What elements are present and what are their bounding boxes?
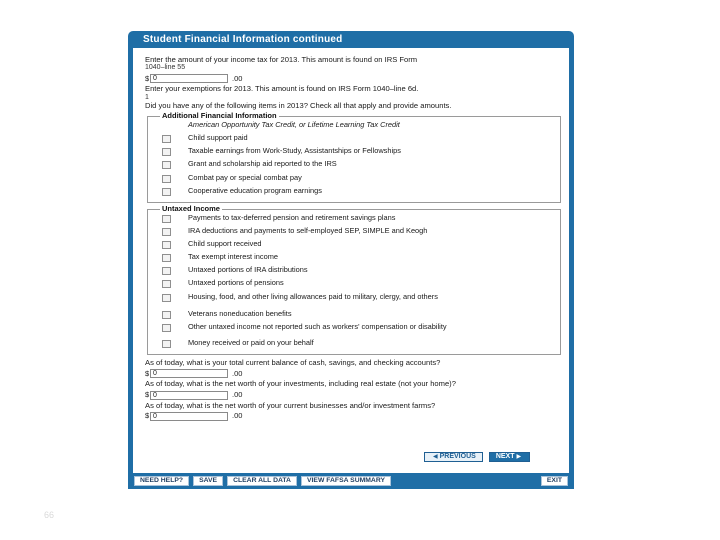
- untaxed-income-group: [147, 205, 561, 355]
- additional-financial-group: [147, 112, 561, 203]
- previous-button[interactable]: [424, 452, 483, 462]
- income-tax-hint: 1040–line 55: [145, 64, 186, 72]
- dollar-sign: $: [145, 73, 150, 83]
- checkbox-label: Untaxed portions of pensions: [188, 278, 284, 288]
- income-tax-answer: [145, 73, 555, 84]
- checkbox-label: Child support paid: [188, 133, 248, 142]
- arrow-left-icon: ◀: [433, 454, 438, 460]
- checkbox[interactable]: [162, 241, 171, 249]
- investments-answer: [145, 390, 555, 401]
- list-item[interactable]: [160, 227, 560, 240]
- checkbox[interactable]: [162, 267, 171, 275]
- business-answer: [145, 411, 555, 422]
- list-item[interactable]: [160, 214, 560, 227]
- checkbox[interactable]: [162, 294, 171, 302]
- checkbox[interactable]: [162, 175, 171, 183]
- additional-financial-legend: Additional Financial Information: [162, 111, 277, 121]
- checkbox[interactable]: [162, 135, 171, 143]
- need-help-button[interactable]: NEED HELP?: [134, 476, 189, 486]
- page-navigation: [424, 452, 530, 462]
- checkbox[interactable]: [162, 254, 171, 262]
- checkbox-label: Veterans noneducation benefits: [188, 308, 292, 318]
- page-title: Student Financial Information continued: [143, 34, 343, 45]
- checkbox[interactable]: [162, 148, 171, 156]
- list-item[interactable]: [160, 293, 560, 310]
- checkbox-label: Cooperative education program earnings: [188, 185, 322, 195]
- cents-label: .00: [232, 368, 243, 378]
- income-tax-question: Enter the amount of your income tax for 2013. This amount is found on IRS Form: [145, 55, 418, 64]
- exemptions-question: Enter your exemptions for 2013. This amount is found on IRS Form 1040–line 6d.: [145, 84, 419, 94]
- checkbox[interactable]: [162, 215, 171, 223]
- checkbox[interactable]: [162, 280, 171, 288]
- cents-label: .00: [232, 411, 243, 421]
- checkbox-label: Tax exempt interest income: [188, 252, 278, 262]
- income-tax-input[interactable]: [150, 74, 228, 83]
- exit-button[interactable]: EXIT: [541, 476, 568, 486]
- list-item[interactable]: [160, 160, 560, 173]
- list-item[interactable]: [160, 323, 560, 339]
- form-content: [145, 56, 555, 423]
- items-question: Did you have any of the following items in 2013? Check all that apply and provide amounts.: [145, 100, 452, 110]
- previous-label: PREVIOUS: [439, 453, 476, 460]
- untaxed-income-legend: Untaxed Income: [162, 203, 220, 213]
- checkbox-label: Money received or paid on your behalf: [188, 337, 314, 347]
- investments-input[interactable]: [150, 391, 228, 400]
- cents-label: .00: [232, 390, 243, 400]
- checkbox[interactable]: [162, 228, 171, 236]
- view-summary-button[interactable]: VIEW FAFSA SUMMARY: [301, 476, 391, 486]
- checkbox-label: IRA deductions and payments to self-employed SEP, SIMPLE and Keogh: [188, 225, 428, 235]
- checkbox[interactable]: [162, 161, 171, 169]
- list-item[interactable]: [160, 174, 560, 187]
- investments-question: As of today, what is the net worth of your investments, including real estate (not your home)?: [145, 379, 456, 389]
- exemptions-value[interactable]: 1: [145, 93, 149, 101]
- checkbox-label: Combat pay or special combat pay: [188, 172, 302, 182]
- next-button[interactable]: [489, 452, 530, 462]
- cash-question: As of today, what is your total current balance of cash, savings, and checking accounts?: [145, 358, 441, 368]
- checkbox[interactable]: [162, 340, 171, 348]
- footer-toolbar: [128, 473, 574, 489]
- business-input[interactable]: [150, 412, 228, 421]
- save-button[interactable]: SAVE: [193, 476, 223, 486]
- checkbox-label: Other untaxed income not reported such as workers' compensation or disability: [188, 321, 447, 331]
- list-item[interactable]: [160, 187, 560, 200]
- checkbox[interactable]: [162, 324, 171, 332]
- list-item[interactable]: [160, 310, 560, 323]
- dollar-sign: $: [145, 368, 150, 378]
- cash-input[interactable]: [150, 369, 228, 378]
- checkbox-label: Housing, food, and other living allowances paid to military, clergy, and others: [188, 291, 438, 301]
- checkbox[interactable]: [162, 188, 171, 196]
- checkbox[interactable]: [162, 311, 171, 319]
- aotc-label: American Opportunity Tax Credit, or Lifetime Learning Tax Credit: [188, 119, 400, 129]
- checkbox-label: Payments to tax-deferred pension and retirement savings plans: [188, 212, 396, 222]
- dollar-sign: $: [145, 411, 150, 421]
- checkbox-label: Child support received: [188, 238, 262, 248]
- cash-answer: [145, 368, 555, 379]
- checkbox-label: Taxable earnings from Work-Study, Assistantships or Fellowships: [188, 146, 401, 156]
- clear-all-data-button[interactable]: CLEAR ALL DATA: [227, 476, 297, 486]
- dollar-sign: $: [145, 390, 150, 400]
- slide-page-number: 66: [44, 510, 55, 520]
- next-label: NEXT: [495, 453, 515, 460]
- list-item[interactable]: [160, 339, 560, 352]
- list-item[interactable]: [160, 279, 560, 292]
- business-question: As of today, what is the net worth of your current businesses and/or investment farms?: [145, 400, 436, 410]
- checkbox-label: Untaxed portions of IRA distributions: [188, 265, 308, 275]
- cents-label: .00: [232, 73, 243, 83]
- checkbox-label: Grant and scholarship aid reported to the IRS: [188, 159, 337, 169]
- arrow-right-icon: ▶: [516, 454, 522, 460]
